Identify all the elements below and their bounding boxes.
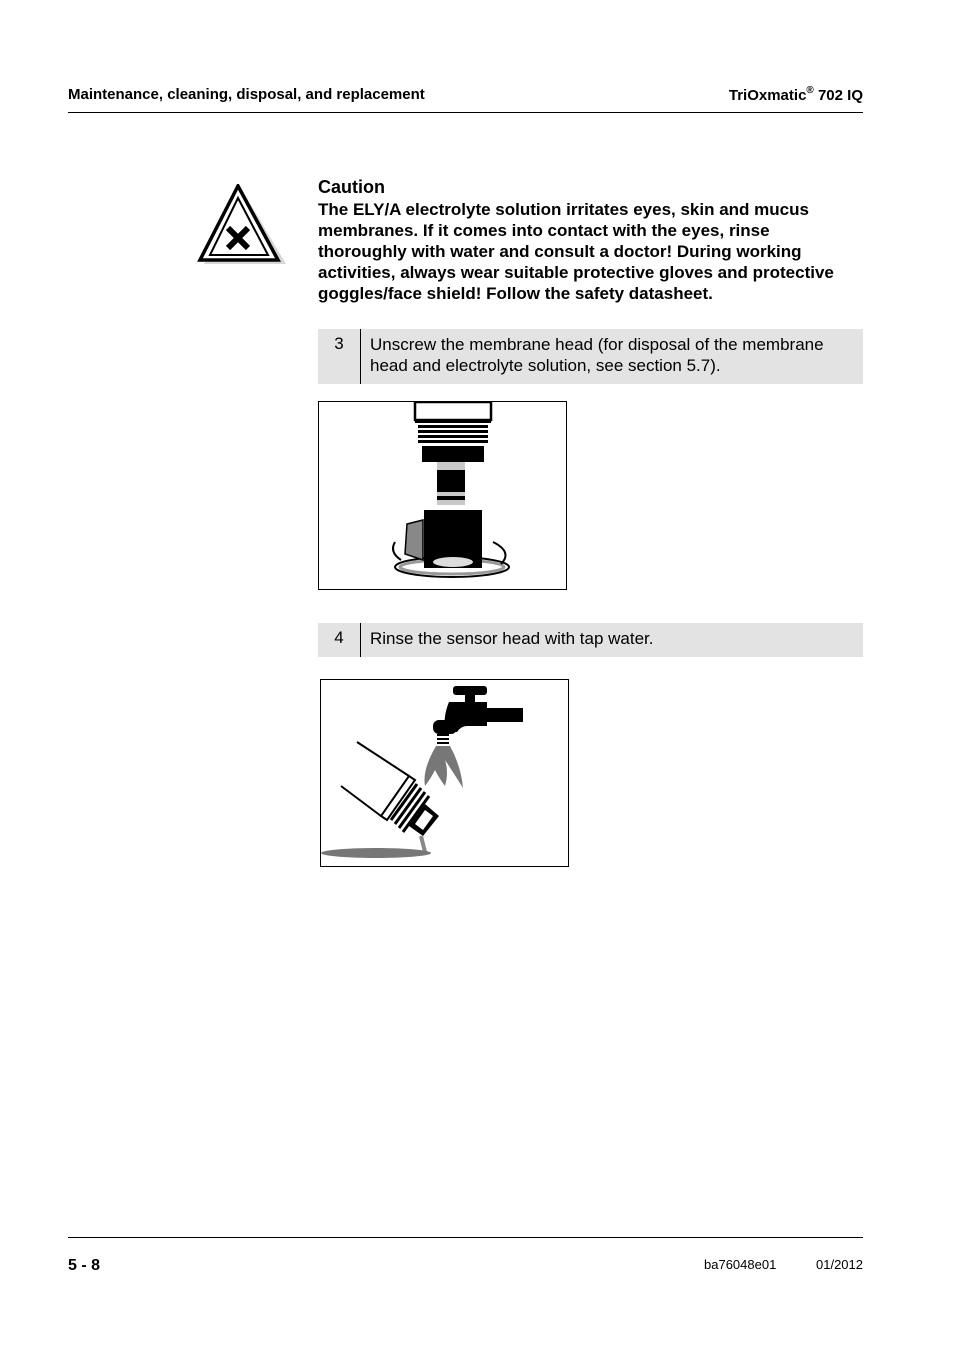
product-model: 702 IQ [813,87,863,104]
caution-title: Caution [318,177,385,197]
header-section-title: Maintenance, cleaning, disposal, and replacement [68,86,425,103]
step-number: 3 [318,329,361,384]
document-date: 01/2012 [816,1257,863,1272]
step-row-3 [318,329,863,384]
registered-mark: ® [806,85,814,96]
header-divider [68,112,863,113]
page-number: 5 - 8 [68,1257,101,1274]
rinse-sensor-tap-illustration [320,679,569,867]
step-text: Rinse the sensor head with tap water. [370,629,654,648]
hazard-irritant-icon [196,184,288,266]
product-name: TriOxmatic [728,87,807,104]
step-text: Unscrew the membrane head (for disposal of the membrane head and electrolyte solution, see section 5.7). [370,335,824,375]
document-id: ba76048e01 [704,1257,777,1272]
header-product-name [729,86,863,104]
step-number: 4 [318,623,361,657]
footer-divider [68,1237,863,1238]
caution-text: The ELY/A electrolyte solution irritates eyes, skin and mucus membranes. If it comes into contact with the eyes, rinse thoroughly with water and consult a doctor! During working activities, always wear suitable protective gloves and protective goggles/face shield! Follow the safety datasheet. [318,200,834,303]
unscrew-membrane-head-illustration [318,401,567,590]
step-row-4 [318,623,863,657]
